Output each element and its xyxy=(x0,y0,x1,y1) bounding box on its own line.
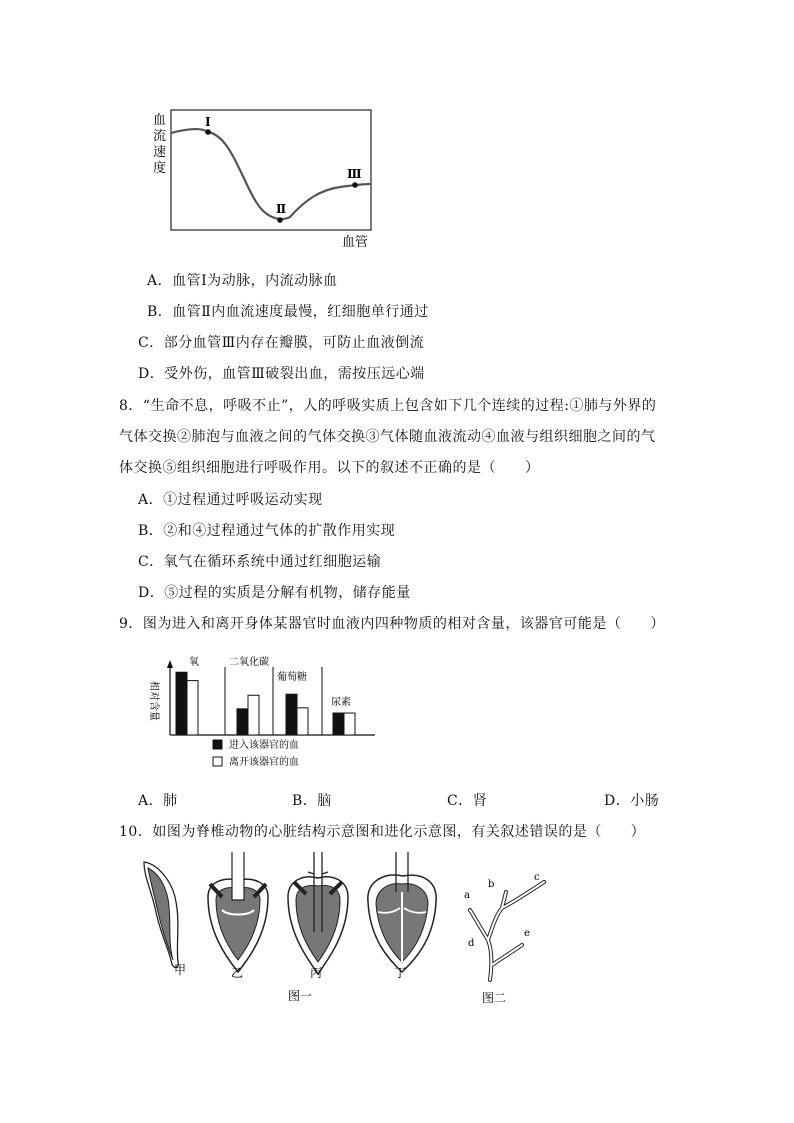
point-II xyxy=(277,217,283,223)
label-bing: 丙 xyxy=(310,966,323,980)
y-axis-arrow xyxy=(167,660,173,668)
label-a: a xyxy=(464,890,470,901)
ylabel-2: 流 xyxy=(153,129,167,144)
category-label-3: 葡萄糖 xyxy=(277,672,307,683)
label-yi: 乙 xyxy=(231,966,244,980)
label-III: Ⅲ xyxy=(347,167,362,181)
heart-yi xyxy=(208,852,268,972)
ylabel-1: 血 xyxy=(153,113,167,128)
q7-option-d: D．受外伤，血管Ⅲ破裂出血，需按压远心端 xyxy=(138,366,425,382)
flow-curve xyxy=(171,129,371,219)
q9-option-c: C．肾 xyxy=(447,793,488,809)
category-label-1: 氧 xyxy=(189,657,199,668)
bar-enter-4 xyxy=(333,713,344,735)
bar-enter-3 xyxy=(286,694,297,735)
evolution-tree-figure xyxy=(462,870,552,1010)
category-label-4: 尿素 xyxy=(331,697,351,708)
label-fig-one: 图一 xyxy=(288,989,313,1003)
bar-enter-2 xyxy=(237,709,248,735)
bar-leave-4 xyxy=(344,713,355,735)
q8-option-d: D．⑤过程的实质是分解有机物，储存能量 xyxy=(138,585,411,601)
bar-enter-1 xyxy=(176,672,187,735)
q7-option-b: B．血管Ⅱ内血流速度最慢，红细胞单行通过 xyxy=(147,304,429,320)
heart-jia xyxy=(144,862,178,967)
q9-bar-chart xyxy=(145,645,375,775)
q8-stem-line2: 气体交换②肺泡与血液之间的气体交换③气体随血液流动④血液与组织细胞之间的气 xyxy=(119,429,656,445)
q9-option-d: D．小肠 xyxy=(604,793,660,809)
q9-stem: 9．图为进入和离开身体某器官时血液内四种物质的相对含量，该器官可能是（ ） xyxy=(119,616,665,632)
tree-branches xyxy=(470,882,544,980)
q8-option-c: C．氧气在循环系统中通过红细胞运输 xyxy=(138,554,382,570)
label-I: Ⅰ xyxy=(205,115,211,129)
heart-ding xyxy=(368,852,436,972)
q8-stem-line1: 8．“生命不息，呼吸不止”，人的呼吸实质上包含如下几个连续的过程:①肺与外界的 xyxy=(119,398,657,414)
q8-option-b: B．②和④过程通过气体的扩散作用实现 xyxy=(138,523,396,539)
heart-bing xyxy=(288,852,348,974)
label-e: e xyxy=(524,928,530,939)
q7-option-a: A．血管Ⅰ为动脉，内流动脉血 xyxy=(147,273,338,289)
bar-leave-1 xyxy=(187,681,198,735)
label-d: d xyxy=(468,938,475,949)
plot-frame xyxy=(171,110,371,230)
point-I xyxy=(205,129,211,135)
chart-ylabel-1: 相对含量 xyxy=(148,681,159,721)
xlabel: 血管 xyxy=(342,235,369,250)
label-c: c xyxy=(534,872,540,883)
q8-stem-line3: 体交换⑤组织细胞进行呼吸作用。以下的叙述不正确的是（ ） xyxy=(119,460,540,476)
q10-stem: 10．如图为脊椎动物的心脏结构示意图和进化示意图，有关叙述错误的是（ ） xyxy=(119,824,646,840)
category-label-2: 二氧化碳 xyxy=(229,657,269,668)
bars-group xyxy=(176,672,355,735)
label-fig-two: 图二 xyxy=(482,991,507,1005)
ylabel-3: 速 xyxy=(153,145,167,160)
label-II: Ⅱ xyxy=(276,202,287,216)
q8-option-a: A．①过程通过呼吸运动实现 xyxy=(138,492,323,508)
legend-label-leave: 离开该器官的血 xyxy=(229,757,299,768)
legend-swatch-leave xyxy=(213,757,222,766)
legend-label-enter: 进入该器官的血 xyxy=(229,740,299,751)
heart-figure-one xyxy=(138,852,448,1007)
ylabel-4: 度 xyxy=(153,161,167,176)
point-III xyxy=(352,182,358,188)
label-jia: 甲 xyxy=(174,963,187,977)
label-ding: 丁 xyxy=(394,966,407,980)
label-b: b xyxy=(488,879,495,890)
q9-option-a: A．肺 xyxy=(138,793,178,809)
bar-leave-3 xyxy=(297,708,308,735)
q7-option-c: C．部分血管Ⅲ内存在瓣膜，可防止血液倒流 xyxy=(138,335,425,351)
legend-swatch-enter xyxy=(213,740,222,749)
blood-flow-figure xyxy=(140,100,390,250)
bar-leave-2 xyxy=(248,695,259,735)
q9-option-b: B．脑 xyxy=(292,793,332,809)
